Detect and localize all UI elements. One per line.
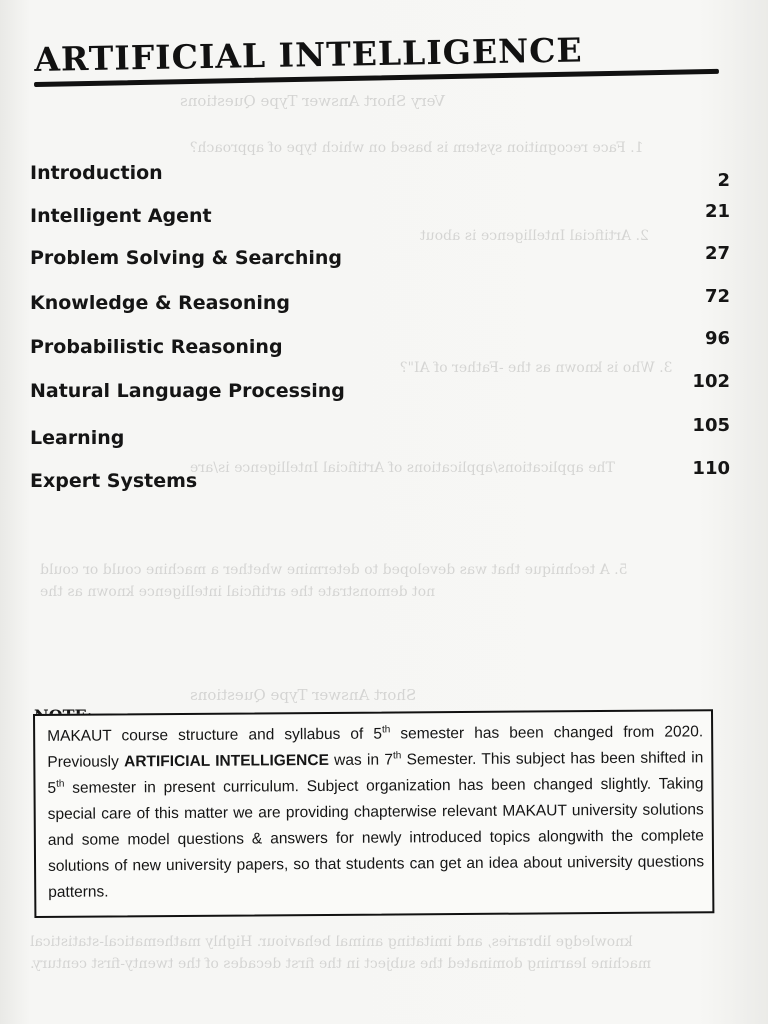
note-box [33,709,714,918]
note-text-part: was in 7 [328,751,394,769]
toc-label: Probabilistic Reasoning [30,336,283,358]
toc-entry-learning[interactable] [30,415,742,457]
note-superscript: th [392,750,402,762]
toc-page-number: 102 [692,371,730,392]
toc-label: Natural Language Processing [30,380,345,402]
bleed-through-text: The applications/applications of Artificial Intelligence is/are [190,460,615,476]
note-text-part: MAKAUT course structure and syllabus of 5 [47,725,383,745]
toc-entry-intelligent-agent[interactable] [30,201,742,235]
toc-page-number: 72 [704,286,730,307]
bleed-through-text: Short Answer Type Questions [190,686,417,704]
bleed-through-text: 1. Face recognition system is based on which type of approach? [190,140,644,156]
toc-entry-natural-language[interactable] [30,371,742,410]
bleed-through-text: machine learning dominated the subject in the first decades of the twenty-first century. [30,956,652,972]
toc-entry-problem-solving[interactable] [30,243,742,277]
toc-page-number: 96 [704,328,730,349]
note-superscript: th [381,724,391,736]
bleed-through-text: not demonstrate the artificial intelligence known as the [40,584,436,600]
toc-label: Intelligent Agent [30,205,212,227]
toc-label: Expert Systems [30,470,198,492]
note-text [47,719,704,906]
toc-page-number: 110 [692,458,730,479]
bleed-through-text: 2. Artificial Intelligence is about [420,228,649,244]
toc-label: Problem Solving & Searching [30,247,343,269]
toc-label: Knowledge & Reasoning [30,292,291,314]
note-subject-name: ARTIFICIAL INTELLIGENCE [124,751,329,771]
note-superscript: th [56,778,65,790]
note-text-part: Semester. This subject has been shifted in 5 [47,749,704,797]
toc-label: Learning [30,427,125,449]
bleed-through-text: 3. Who is known as the -Father of AI"? [400,360,673,376]
table-of-contents [30,150,742,510]
toc-entry-probabilistic-reasoning[interactable] [30,328,742,366]
toc-page-number: 27 [704,243,730,264]
toc-page-number: 105 [692,415,730,436]
bleed-through-text: knowledge libraries, and imitating animal behaviour. Highly mathematical-statistical [30,934,633,950]
bleed-through-text: Very Short Answer Type Questions [180,92,445,110]
note-text-part: semester has been changed from 2020. Previously [47,723,704,771]
page-title: ARTIFICIAL INTELLIGENCE [34,30,583,79]
toc-label: Introduction [30,162,163,184]
toc-page-number: 21 [704,201,730,222]
toc-entry-introduction[interactable] [30,162,742,192]
bleed-through-text: 5. A technique that was developed to determine whether a machine could or could [40,562,628,578]
toc-entry-knowledge-reasoning[interactable] [30,286,742,322]
toc-page-number: 2 [717,170,730,191]
note-text-part: semester in present curriculum. Subject organization has been changed slightly. Taking special care of this matter we are providing chapterwise relevant MAKAUT university solutions and some model questions & answers for newly introduced topics alongwith the complete solutions of new university papers, so that students can get an idea about university questions patterns. [47,775,705,901]
